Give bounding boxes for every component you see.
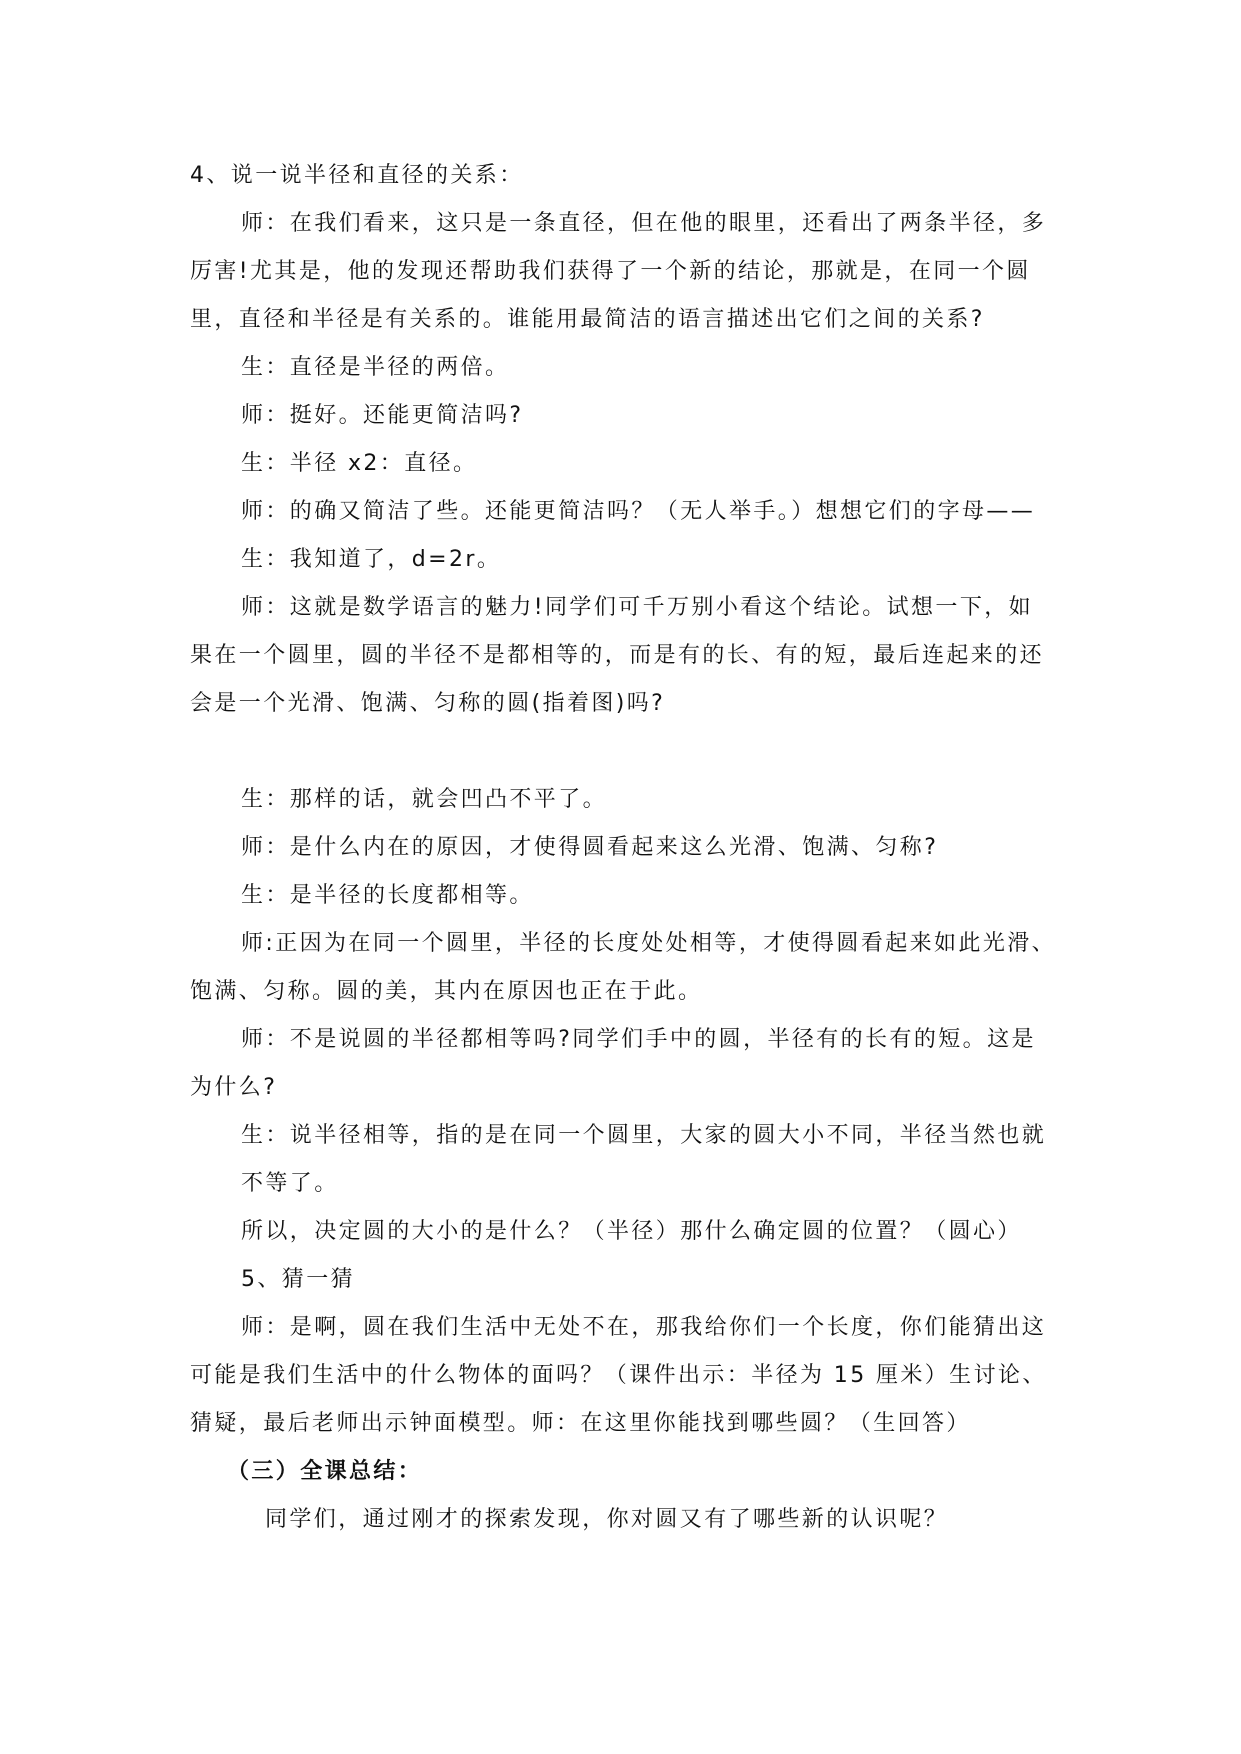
paragraph-line: 生：说半径相等，指的是在同一个圆里，大家的圆大小不同，半径当然也就 xyxy=(241,1123,1047,1148)
paragraph-line: 可能是我们生活中的什么物体的面吗？（课件出示：半径为 15 厘米）生讨论、 xyxy=(190,1363,1047,1388)
paragraph-line: 师：这就是数学语言的魅力!同学们可千万别小看这个结论。试想一下，如 xyxy=(241,595,1034,620)
paragraph-line: 师：是啊，圆在我们生活中无处不在，那我给你们一个长度，你们能猜出这 xyxy=(241,1315,1047,1340)
paragraph-line: 为什么? xyxy=(190,1075,278,1100)
summary-heading: （三）全课总结： xyxy=(227,1459,423,1484)
paragraph-line: 所以，决定圆的大小的是什么？（半径）那什么确定圆的位置？（圆心） xyxy=(241,1219,1022,1244)
paragraph-line: 师:正因为在同一个圆里，半径的长度处处相等，才使得圆看起来如此光滑、 xyxy=(241,931,1057,956)
paragraph-line: 生：半径 x2：直径。 xyxy=(241,451,478,476)
paragraph-line: 生：直径是半径的两倍。 xyxy=(241,355,510,380)
paragraph-line: 生：是半径的长度都相等。 xyxy=(241,883,534,908)
summary-text: 同学们，通过刚才的探索发现，你对圆又有了哪些新的认识呢？ xyxy=(265,1507,949,1532)
paragraph-line: 师：的确又简洁了些。还能更简洁吗？（无人举手。）想想它们的字母—— xyxy=(241,499,1036,524)
paragraph-line: 猜疑，最后老师出示钟面模型。师：在这里你能找到哪些圆？（生回答） xyxy=(190,1411,971,1436)
paragraph-line: 厉害!尤其是，他的发现还帮助我们获得了一个新的结论，那就是，在同一个圆 xyxy=(190,259,1031,284)
paragraph-line: 师：不是说圆的半径都相等吗?同学们手中的圆，半径有的长有的短。这是 xyxy=(241,1027,1036,1052)
paragraph-line: 不等了。 xyxy=(241,1171,339,1196)
paragraph-line: 生：那样的话，就会凹凸不平了。 xyxy=(241,787,608,812)
section-5-heading: 5、猜一猜 xyxy=(241,1267,355,1292)
paragraph-line: 师：在我们看来，这只是一条直径，但在他的眼里，还看出了两条半径，多 xyxy=(241,211,1047,236)
section-4-heading: 4、说一说半径和直径的关系： xyxy=(190,163,524,188)
paragraph-line: 果在一个圆里，圆的半径不是都相等的，而是有的长、有的短，最后连起来的还 xyxy=(190,643,1045,668)
paragraph-line: 师：是什么内在的原因，才使得圆看起来这么光滑、饱满、匀称? xyxy=(241,835,939,860)
paragraph-line: 饱满、匀称。圆的美，其内在原因也正在于此。 xyxy=(190,979,703,1004)
paragraph-line: 会是一个光滑、饱满、匀称的圆(指着图)吗? xyxy=(190,691,666,716)
paragraph-line: 师：挺好。还能更简洁吗? xyxy=(241,403,524,428)
paragraph-line: 生：我知道了，d=2r。 xyxy=(241,547,502,572)
paragraph-line: 里，直径和半径是有关系的。谁能用最简洁的语言描述出它们之间的关系? xyxy=(190,307,985,332)
